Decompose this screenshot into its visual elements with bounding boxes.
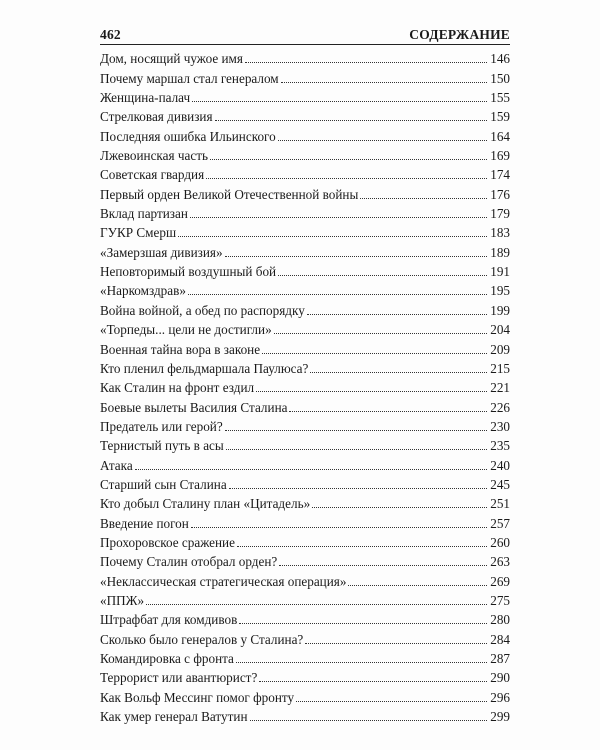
toc-entry-page: 226 <box>490 399 510 415</box>
toc-entry-title: Лжевоинская часть <box>100 148 208 164</box>
toc-entry-title: Почему Сталин отобрал орден? <box>100 554 278 570</box>
toc-entry-page: 284 <box>490 631 510 647</box>
toc-entry <box>100 589 510 608</box>
toc-entry <box>100 298 510 317</box>
dot-leader <box>190 217 487 218</box>
dot-leader <box>225 256 487 257</box>
toc-entry-title: Кто пленил фельдмаршала Паулюса? <box>100 360 309 376</box>
toc-entry-page: 189 <box>490 244 510 260</box>
toc-entry-title: Как Сталин на фронт ездил <box>100 380 255 396</box>
toc-entry-page: 240 <box>490 457 510 473</box>
toc-entry-title: Последняя ошибка Ильинского <box>100 128 276 144</box>
dot-leader <box>215 120 487 121</box>
toc-entry-title: Военная тайна вора в законе <box>100 341 261 357</box>
toc-entry <box>100 318 510 337</box>
dot-leader <box>146 604 487 605</box>
toc-entry <box>100 202 510 221</box>
toc-entry-title: Стрелковая дивизия <box>100 109 213 125</box>
toc-entry-title: Кто добыл Сталину план «Цитадель» <box>100 496 311 512</box>
toc-entry-title: Первый орден Великой Отечественной войны <box>100 186 359 202</box>
toc-entry <box>100 531 510 550</box>
toc-entry-title: Советская гвардия <box>100 167 205 183</box>
toc-entry-title: «ППЖ» <box>100 592 145 608</box>
toc-entry-page: 195 <box>490 283 510 299</box>
toc-entry-page: 221 <box>490 380 510 396</box>
toc-entry-title: Атака <box>100 457 133 473</box>
toc-entry <box>100 357 510 376</box>
toc-entry-page: 280 <box>490 612 510 628</box>
toc-entry-title: Вклад партизан <box>100 206 188 222</box>
dot-leader <box>188 294 487 295</box>
dot-leader <box>239 623 487 624</box>
toc-entry-title: «Замерзшая дивизия» <box>100 244 223 260</box>
toc-entry-page: 260 <box>490 534 510 550</box>
toc-entry <box>100 221 510 240</box>
toc-entry-title: Террорист или авантюрист? <box>100 670 258 686</box>
dot-leader <box>307 314 487 315</box>
dot-leader <box>281 82 487 83</box>
dot-leader <box>289 411 487 412</box>
toc-entry-title: «Наркомздрав» <box>100 283 186 299</box>
toc-entry <box>100 124 510 143</box>
dot-leader <box>178 236 487 237</box>
toc-entry-page: 257 <box>490 515 510 531</box>
dot-leader <box>210 159 487 160</box>
toc-entry <box>100 569 510 588</box>
toc-entry <box>100 627 510 646</box>
toc-entry <box>100 47 510 66</box>
table-of-contents <box>100 47 510 724</box>
toc-entry-page: 251 <box>490 496 510 512</box>
dot-leader <box>225 430 487 431</box>
dot-leader <box>348 585 487 586</box>
toc-entry-page: 146 <box>490 51 510 67</box>
toc-entry-title: Боевые вылеты Василия Сталина <box>100 399 288 415</box>
toc-entry <box>100 260 510 279</box>
toc-entry-page: 275 <box>490 592 510 608</box>
dot-leader <box>256 391 487 392</box>
toc-entry-title: Как умер генерал Ватутин <box>100 709 248 725</box>
dot-leader <box>236 662 487 663</box>
running-header <box>100 21 510 43</box>
toc-entry-title: «Торпеды... цели не достигли» <box>100 322 272 338</box>
page-number: 462 <box>100 27 121 42</box>
toc-entry <box>100 608 510 627</box>
dot-leader <box>312 507 487 508</box>
toc-entry <box>100 182 510 201</box>
toc-entry-page: 199 <box>490 302 510 318</box>
toc-entry-title: Старший сын Сталина <box>100 476 227 492</box>
dot-leader <box>274 333 487 334</box>
toc-entry-page: 290 <box>490 670 510 686</box>
toc-entry <box>100 66 510 85</box>
toc-entry-title: Тернистый путь в асы <box>100 438 224 454</box>
toc-entry-page: 209 <box>490 341 510 357</box>
dot-leader <box>229 488 487 489</box>
toc-entry-title: ГУКР Смерш <box>100 225 177 241</box>
toc-entry-page: 230 <box>490 418 510 434</box>
toc-entry <box>100 453 510 472</box>
dot-leader <box>259 681 487 682</box>
toc-entry-title: Как Вольф Мессинг помог фронту <box>100 689 295 705</box>
toc-entry <box>100 473 510 492</box>
dot-leader <box>310 372 487 373</box>
dot-leader <box>305 643 487 644</box>
toc-entry <box>100 105 510 124</box>
toc-entry-page: 204 <box>490 322 510 338</box>
toc-entry-page: 150 <box>490 70 510 86</box>
toc-entry-title: «Неклассическая стратегическая операция» <box>100 573 347 589</box>
toc-entry <box>100 240 510 259</box>
toc-entry <box>100 415 510 434</box>
toc-entry-title: Штрафбат для комдивов <box>100 612 238 628</box>
toc-entry <box>100 144 510 163</box>
toc-entry <box>100 376 510 395</box>
dot-leader <box>279 565 487 566</box>
toc-entry-page: 191 <box>490 264 510 280</box>
toc-entry <box>100 395 510 414</box>
toc-entry-page: 215 <box>490 360 510 376</box>
toc-entry <box>100 685 510 704</box>
toc-entry-page: 169 <box>490 148 510 164</box>
dot-leader <box>245 62 487 63</box>
toc-entry <box>100 550 510 569</box>
toc-entry-page: 263 <box>490 554 510 570</box>
toc-entry-title: Командировка с фронта <box>100 651 234 666</box>
toc-entry-title: Сколько было генералов у Сталина? <box>100 631 304 647</box>
toc-entry <box>100 666 510 685</box>
toc-entry-title: Дом, носящий чужое имя <box>100 51 243 67</box>
toc-entry-page: 174 <box>490 167 510 183</box>
toc-entry-title: Женщина-палач <box>100 90 191 106</box>
toc-entry-page: 183 <box>490 225 510 241</box>
toc-entry-page: 296 <box>490 689 510 705</box>
toc-entry-page: 179 <box>490 206 510 222</box>
dot-leader <box>278 275 487 276</box>
dot-leader <box>237 546 487 547</box>
toc-entry-page: 159 <box>490 109 510 125</box>
toc-entry-page: 269 <box>490 573 510 589</box>
section-title: СОДЕРЖАНИЕ <box>409 27 510 42</box>
dot-leader <box>278 140 487 141</box>
dot-leader <box>250 720 488 721</box>
toc-entry-title: Введение погон <box>100 515 189 531</box>
toc-entry <box>100 279 510 298</box>
dot-leader <box>191 527 487 528</box>
dot-leader <box>206 178 487 179</box>
toc-entry <box>100 337 510 356</box>
toc-entry <box>100 492 510 511</box>
toc-entry-title: Неповторимый воздушный бой <box>100 264 277 280</box>
header-rule <box>100 44 510 45</box>
dot-leader <box>135 469 487 470</box>
toc-entry-title: Предатель или герой? <box>100 418 223 434</box>
dot-leader <box>192 101 487 102</box>
toc-entry-title: Война войной, а обед по распорядку <box>100 302 305 318</box>
toc-entry-page: 164 <box>490 128 510 144</box>
toc-entry-title: Прохоровское сражение <box>100 534 235 550</box>
toc-entry-page: 235 <box>490 438 510 454</box>
dot-leader <box>360 198 487 199</box>
toc-entry-title: Почему маршал стал генералом <box>100 70 279 86</box>
toc-entry <box>100 647 510 666</box>
toc-entry <box>100 705 510 724</box>
dot-leader <box>296 701 487 702</box>
toc-entry-page: 245 <box>490 476 510 492</box>
toc-entry <box>100 511 510 530</box>
toc-entry-page: 176 <box>490 186 510 202</box>
toc-entry <box>100 86 510 105</box>
dot-leader <box>262 353 487 354</box>
toc-entry <box>100 163 510 182</box>
toc-entry-page: 287 <box>490 651 510 666</box>
toc-entry-page: 155 <box>490 90 510 106</box>
dot-leader <box>226 449 487 450</box>
toc-entry-page: 299 <box>490 709 510 725</box>
toc-entry <box>100 434 510 453</box>
